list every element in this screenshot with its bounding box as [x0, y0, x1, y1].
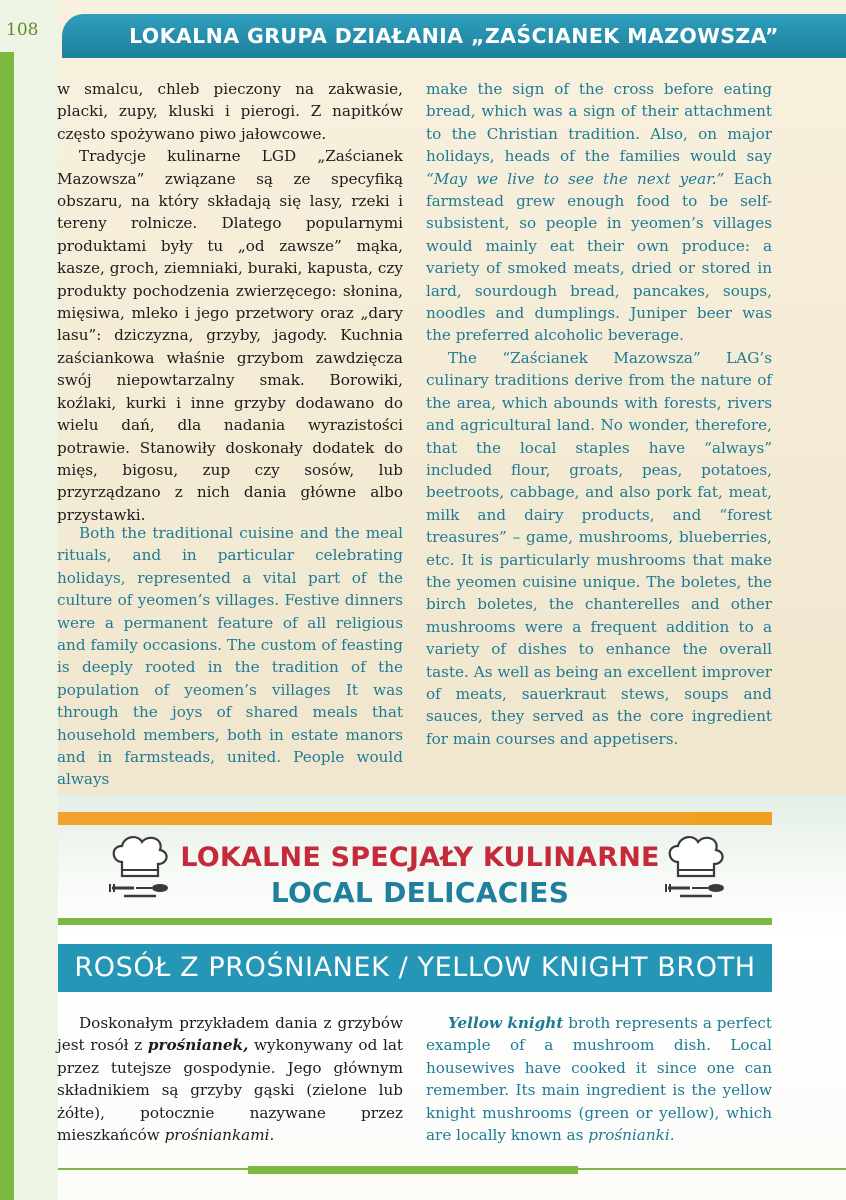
- recipe-polish-text: [57, 1012, 403, 1146]
- page-number: 108: [6, 20, 39, 40]
- recipe-polish-text-a: Doskonałym przykładem dania z grzybów jest rosół z: [57, 1014, 403, 1055]
- english-paragraph-1: Both the traditional cuisine and the meal rituals, and in particular celebrating holidays, represented a vital part of the culture of yeomen’s villages. Festive dinners were a permanent feature of all religious and family occasions. The custom of feasting is deeply rooted in the tradition of the population of yeomen’s villages It was through the joys of shared meals that household members, both in estate manors and in farmsteads, united. People would always: [57, 524, 403, 789]
- specialties-title-polish: LOKALNE SPECJAŁY KULINARNE: [180, 842, 660, 873]
- specialties-title-english: LOCAL DELICACIES: [270, 876, 570, 909]
- chef-hat-cutlery-icon: [662, 832, 730, 902]
- recipe-polish-italic-term: prośniankami.: [164, 1126, 275, 1145]
- orange-divider: [58, 812, 772, 825]
- left-green-bar: [0, 52, 14, 1200]
- english-text-column-left: [57, 522, 403, 791]
- recipe-polish-bold-term: prośnianek,: [147, 1036, 249, 1055]
- polish-paragraph-2: Tradycje kulinarne LGD „Zaścianek Mazowsza” związane są ze specyfiką obszaru, na który składają się lasy, rzeki i tereny rolnicze. Dlatego popularnymi produktami były tu „od zawsze” mąka, kasze, groch, ziemniaki, buraki, kapusta, czy produkty pochodzenia zwierzęcego: słonina, mięsiwa, mleko i jego przetwory oraz „dary lasu”: dziczyzna, grzyby, jagody. Kuchnia zaściankowa właśnie grzybom zawdzięcza swój niepowtarzalny smak. Borowiki, koźlaki, kurki i inne grzyby dodawano do wielu dań, dla nadania wyrazistości potrawie. Stanowiły doskonały dodatek do mięs, bigosu, zup czy sosów, lub przyrządzano z nich dania główne albo przystawki.: [57, 147, 403, 524]
- recipe-english-paragraph: [426, 1012, 772, 1146]
- recipe-title: ROSÓŁ Z PROŚNIANEK / YELLOW KNIGHT BROTH: [74, 952, 756, 983]
- english-paragraph-2: [426, 78, 772, 347]
- footer-accent-bar: [248, 1166, 578, 1174]
- english-paragraph-3: The “Zaścianek Mazowsza” LAG’s culinary traditions derive from the nature of the area, which abounds with forests, rivers and agricultural land. No wonder, therefore, that the local staples have “always” included flour, groats, peas, potatoes, beetroots, cabbage, and also pork fat, meat, milk and dairy products, and “forest treasures” – game, mushrooms, blueberries, etc. It is particularly mushrooms that make the yeomen cuisine unique. The boletes, the birch boletes, the chanterelles and other mushrooms were a frequent addition to a variety of dishes to enhance the overall taste. As well as being an excellent improver of meats, sauerkraut stews, soups and sauces, they served as the core ingredient for main courses and appetisers.: [426, 348, 772, 748]
- recipe-english-text-a: broth represents a perfect example of a mushroom dish. Local housewives have cooked it since one can remember. Its main ingredient is the yellow knight mushrooms (green or yellow), which are locally known as: [426, 1014, 772, 1145]
- recipe-polish-text-b: wykonywany od lat przez tutejsze gospodynie. Jego głównym składnikiem są grzyby gąski (zielone lub żółte), potocznie nazywane przez mieszkańców: [57, 1036, 403, 1145]
- recipe-title-bar: [58, 944, 772, 992]
- english-paragraph-2-text-a: make the sign of the cross before eating bread, which was a sign of their attachment to the Christian tradition. Also, on major holidays, heads of the families would say: [426, 80, 772, 166]
- english-text-column-right: [426, 78, 772, 750]
- english-paragraph-2-text-b: Each farmstead grew enough food to be self-subsistent, so people in yeomen’s villages would mainly eat their own produce: a variety of smoked meats, dried or stored in lard, sourdough bread, pancakes, soups, noodles and dumplings. Juniper beer was the preferred alcoholic beverage.: [426, 169, 772, 345]
- recipe-english-text: [426, 1012, 772, 1146]
- green-divider: [58, 918, 772, 925]
- polish-paragraph-1: w smalcu, chleb pieczony na zakwasie, placki, zupy, kluski i pierogi. Z napitków często spożywano piwo jałowcowe.: [57, 80, 403, 143]
- chef-hat-cutlery-icon: [106, 832, 174, 902]
- recipe-english-bold-term: Yellow knight: [448, 1014, 564, 1032]
- header-bar: [62, 14, 846, 58]
- recipe-english-italic-term: prośnianki.: [588, 1126, 675, 1145]
- recipe-polish-paragraph: [57, 1012, 403, 1146]
- header-title: LOKALNA GRUPA DZIAŁANIA „ZAŚCIANEK MAZOWSZA”: [129, 24, 779, 48]
- blessing-quote: “May we live to see the next year.”: [426, 169, 725, 188]
- polish-text-column: [57, 78, 403, 526]
